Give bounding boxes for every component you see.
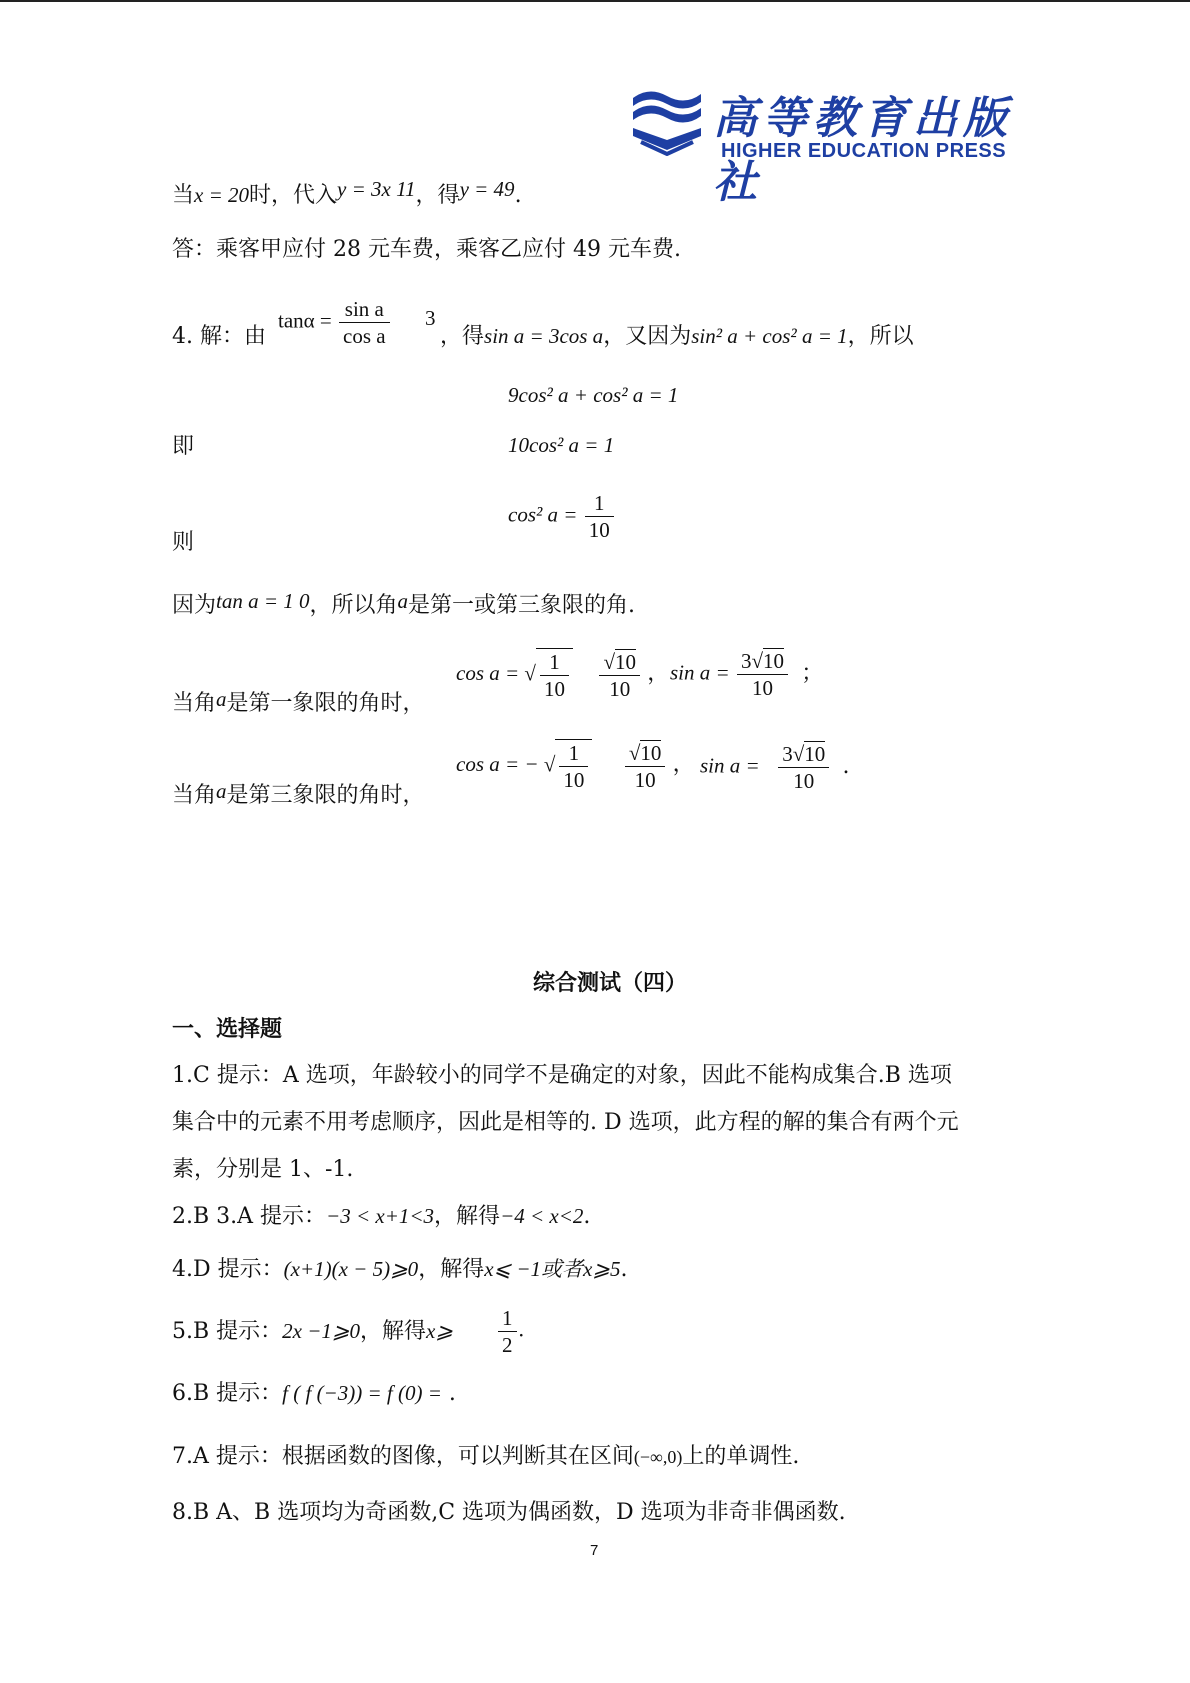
math: a <box>397 589 409 613</box>
fraction: $\frac{1}{10}$ <box>559 740 588 794</box>
answer-5-fraction <box>496 1305 524 1359</box>
section-subtitle: 一、选择题 <box>172 1016 283 1042</box>
text: ，得 <box>440 324 485 349</box>
math: y = 3x 11 <box>337 177 416 201</box>
math: −4 < x<2 <box>500 1204 584 1228</box>
math: 10 <box>762 649 784 673</box>
word-ze: 则 <box>172 530 195 555</box>
text: ，解得 <box>360 1319 427 1344</box>
sin-over-cos-fraction: $\frac{\text{sin a}}{\text{cos a}}$ <box>339 296 390 350</box>
math: cos a = <box>456 661 520 686</box>
answer-2-3 <box>172 1206 590 1228</box>
math: sin a = <box>670 660 730 685</box>
text: . <box>518 1316 524 1342</box>
one-half-fraction: $\frac{1}{2}$ <box>498 1305 517 1359</box>
math: y = 49 <box>459 177 515 201</box>
math: 2x −1⩾0 <box>282 1319 360 1343</box>
quadrant-statement <box>172 589 636 618</box>
math: 3 <box>740 649 752 673</box>
math: x⩾ <box>426 1319 453 1343</box>
section-title: 综合测试（四） <box>533 970 688 996</box>
third-quadrant-label <box>172 779 425 808</box>
text: ，又因为 <box>603 324 692 349</box>
answer-1-line1: 1.C 提示：A 选项，年龄较小的同学不是确定的对象，因此不能构成集合.B 选项 <box>172 1063 952 1088</box>
text: 4.D 提示： <box>172 1257 284 1282</box>
math: (x+1)(x − 5)⩾0 <box>283 1257 419 1281</box>
equation-9cos2: 9cos² a + cos² a = 1 <box>508 383 679 407</box>
text: 时，代入 <box>249 183 338 208</box>
answer-7 <box>172 1446 799 1468</box>
sqrt10-over-10: $\frac{√10}{10}$ <box>625 740 666 794</box>
three-sqrt10-over-10: $\frac{3√10}{10}$ <box>737 648 788 702</box>
first-quadrant-cos <box>456 648 669 703</box>
publisher-logo <box>627 82 1027 208</box>
math: (−∞,0) <box>633 1447 683 1467</box>
answer-6 <box>172 1383 456 1405</box>
text: 当角 <box>172 691 217 716</box>
first-quadrant-label <box>172 687 425 716</box>
sqrt-one-tenth: √ $\frac{1}{10}$ <box>544 739 593 794</box>
text: 5.B 提示： <box>172 1319 283 1344</box>
math: cos² a = <box>508 502 578 527</box>
text: 因为 <box>172 593 217 618</box>
solution4-tan-expression <box>278 296 392 350</box>
math: −3 < x+1<3 <box>326 1204 435 1228</box>
math: sin² a + cos² a = 1 <box>691 324 848 348</box>
third-quadrant-cos <box>456 739 695 794</box>
text: 是第三象限的角时， <box>226 783 425 808</box>
equation-cos2-one-tenth <box>508 490 616 544</box>
text: . <box>583 1204 591 1229</box>
text: 是第一或第三象限的角. <box>408 593 636 618</box>
answer-1-line2: 集合中的元素不用考虑顺序，因此是相等的. D 选项，此方程的解的集合有两个元 <box>172 1110 959 1135</box>
text: 是第一象限的角时， <box>226 691 425 716</box>
text: ，所以 <box>847 324 914 349</box>
math: f ( f (−3)) = f (0) = <box>282 1381 442 1405</box>
solution3-line1 <box>172 177 522 208</box>
text: . <box>842 753 850 779</box>
math: tanα = <box>278 308 332 333</box>
math: sin a = <box>700 753 760 778</box>
math: a <box>216 687 227 711</box>
math: tan a = 1 0 <box>216 589 310 613</box>
page-top-border <box>0 0 1190 2</box>
sqrt-one-tenth: √ $\frac{1}{10}$ <box>524 648 573 703</box>
math: x⩽ −1或者x⩾5 <box>484 1257 621 1281</box>
publisher-name-chinese: 高等教育出版社 <box>713 93 1013 208</box>
text: ，所以角 <box>309 593 398 618</box>
answer-8: 8.B A、B 选项均为奇函数,C 选项为偶函数，D 选项为非奇非偶函数. <box>172 1500 846 1525</box>
text: ； <box>801 660 824 686</box>
text: ，解得 <box>418 1257 485 1282</box>
fraction: $\frac{1}{10}$ <box>540 649 569 703</box>
answer-5 <box>172 1321 453 1343</box>
text: 当角 <box>172 783 217 808</box>
text: 上的单调性. <box>682 1444 800 1469</box>
answer-4 <box>172 1259 627 1281</box>
sqrt10-over-10: $\frac{√10}{10}$ <box>599 649 640 703</box>
math: 3 <box>782 742 793 766</box>
math: 10 <box>640 740 662 765</box>
math: cos a = − <box>456 752 539 777</box>
publisher-emblem-icon <box>627 84 707 156</box>
three-sqrt10-over-10: $\frac{3√10}{10}$ <box>778 741 829 795</box>
text: 当 <box>172 183 195 208</box>
page-number: 7 <box>590 1542 599 1559</box>
equation-10cos2: 10cos² a = 1 <box>508 433 615 457</box>
text: . <box>441 1381 456 1406</box>
text: ，得 <box>415 183 460 208</box>
one-tenth-fraction: $\frac{1}{10}$ <box>585 490 614 544</box>
publisher-name-english: HIGHER EDUCATION PRESS <box>721 140 1007 162</box>
math: x = 20 <box>194 183 250 207</box>
first-quadrant-sin <box>670 648 823 702</box>
third-quadrant-sin <box>700 741 849 795</box>
solution4-line1-rest <box>440 326 914 348</box>
answer-1-line3: 素，分别是 1、-1. <box>172 1157 354 1182</box>
text: ， <box>672 752 695 778</box>
math: 10 <box>614 649 636 674</box>
text: 2.B 3.A 提示： <box>172 1204 327 1229</box>
text: 7.A 提示：根据函数的图像，可以判断其在区间 <box>172 1444 634 1469</box>
word-ji: 即 <box>172 434 195 459</box>
solution3-answer: 答：乘客甲应付 28 元车费，乘客乙应付 49 元车费. <box>172 237 681 262</box>
text: . <box>620 1257 628 1282</box>
math: 10 <box>804 742 826 766</box>
math: sin a = 3cos a <box>484 324 604 348</box>
text: . <box>514 183 522 208</box>
math: a <box>216 779 227 803</box>
text: ，解得 <box>434 1204 501 1229</box>
text: ， <box>647 661 670 687</box>
solution4-label: 4. 解：由 <box>172 324 266 349</box>
solution4-three: 3 <box>425 306 436 330</box>
text: 6.B 提示： <box>172 1381 283 1406</box>
